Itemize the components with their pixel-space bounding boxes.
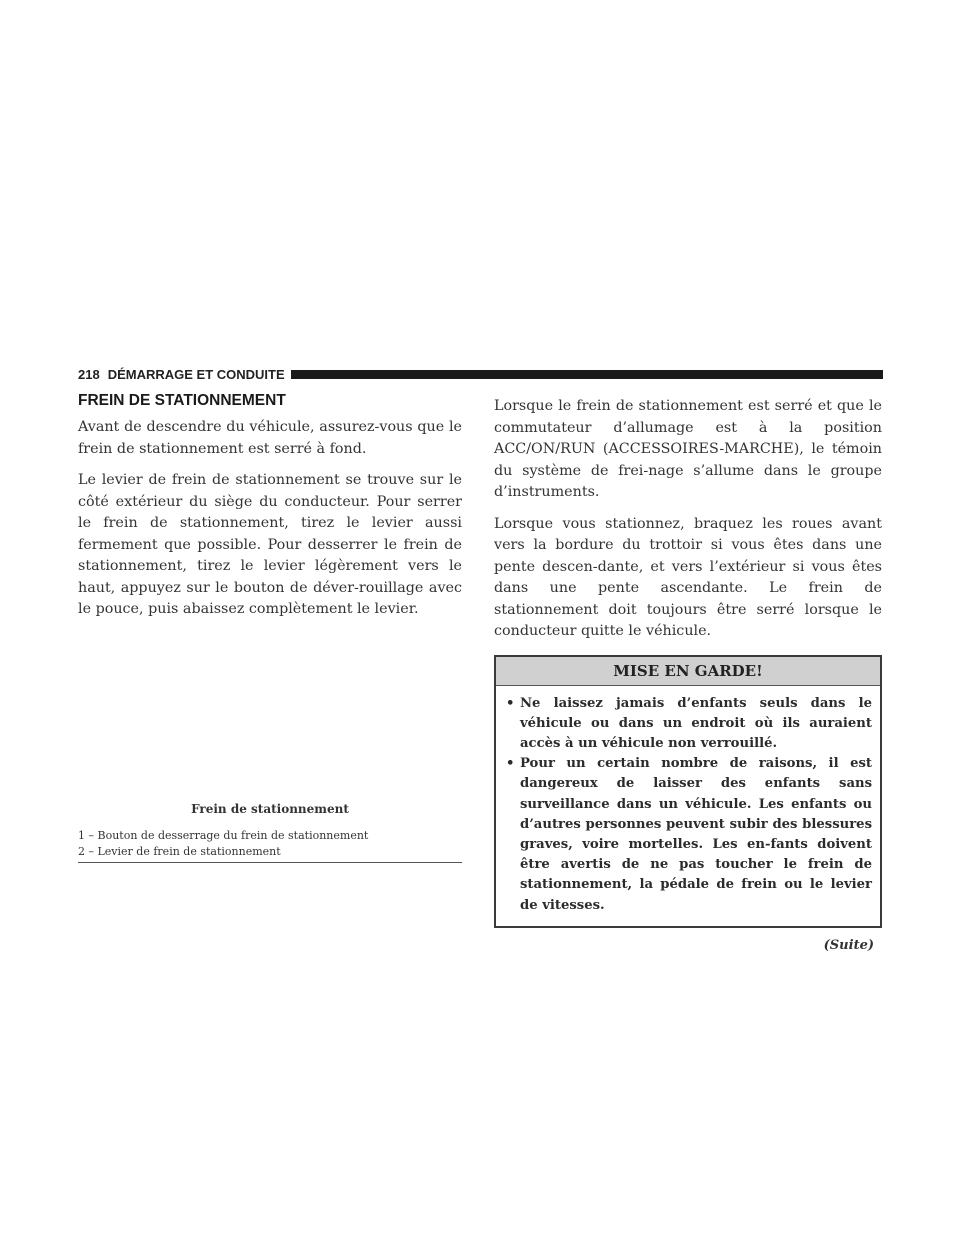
section-title: FREIN DE STATIONNEMENT <box>78 392 286 409</box>
page-number: 218 <box>78 366 100 382</box>
warning-item-2 <box>504 754 872 916</box>
warning-title: MISE EN GARDE! <box>496 657 880 686</box>
section-name: DÉMARRAGE ET CONDUITE <box>107 366 285 382</box>
warning-item-text: Pour un certain nombre de raisons, il est dangereux de laisser des enfants sans surveillance dans un véhicule. Les enfants ou d’autres personnes peuvent subir des blessures graves, voire mortelles. Les en-fants doivent être avertis de ne pas toucher le frein de stationnement, la pédale de frein ou le levier de vitesses. <box>520 756 872 913</box>
paragraph-2: Le levier de frein de stationnement se trouve sur le côté extérieur du siège du conducteur. Pour serrer le frein de stationnement, tirez le levier aussi fermement que possible. Pour desserrer le frein de stationnement, tirez le levier légèrement vers le haut, appuyez sur le bouton de déver-rouillage avec le pouce, puis abaissez complètement le levier. <box>78 472 462 617</box>
figure-legend <box>78 828 462 860</box>
header-rule <box>291 370 883 379</box>
bullet-icon: • <box>506 695 515 711</box>
legend-item-2: 2 – Levier de frein de stationnement <box>78 845 281 858</box>
bullet-icon: • <box>506 756 515 772</box>
page-header <box>78 366 883 382</box>
paragraph-3: Lorsque le frein de stationnement est serré et que le commutateur d’allumage est à la position ACC/ON/RUN (ACCESSOIRES-MARCHE), le témoin du système de frei-nage s’allume dans le groupe d’instruments. <box>494 398 882 500</box>
figure-caption: Frein de stationnement <box>191 802 349 816</box>
paragraph-4: Lorsque vous stationnez, braquez les roues avant vers la bordure du trottoir si vous êtes dans une pente descen-dante, et vers l’extérieur si vous êtes dans une pente ascendante. Le frein de stationnement doit toujours être serré lorsque le conducteur quitte le véhicule. <box>494 515 882 639</box>
warning-item-1 <box>504 694 872 755</box>
warning-body <box>496 686 880 926</box>
figure-image-area <box>78 560 462 775</box>
legend-item-1: 1 – Bouton de desserrage du frein de stationnement <box>78 829 369 842</box>
paragraph-1: Avant de descendre du véhicule, assurez-vous que le frein de stationnement est serré à fond. <box>78 419 462 457</box>
legend-divider <box>78 862 462 863</box>
warning-box <box>494 655 882 928</box>
right-column <box>494 396 882 953</box>
continued-label: (Suite) <box>823 937 874 953</box>
warning-item-text: Ne laissez jamais d’enfants seuls dans le véhicule ou dans un endroit où ils auraient accès à un véhicule non verrouillé. <box>520 695 872 751</box>
